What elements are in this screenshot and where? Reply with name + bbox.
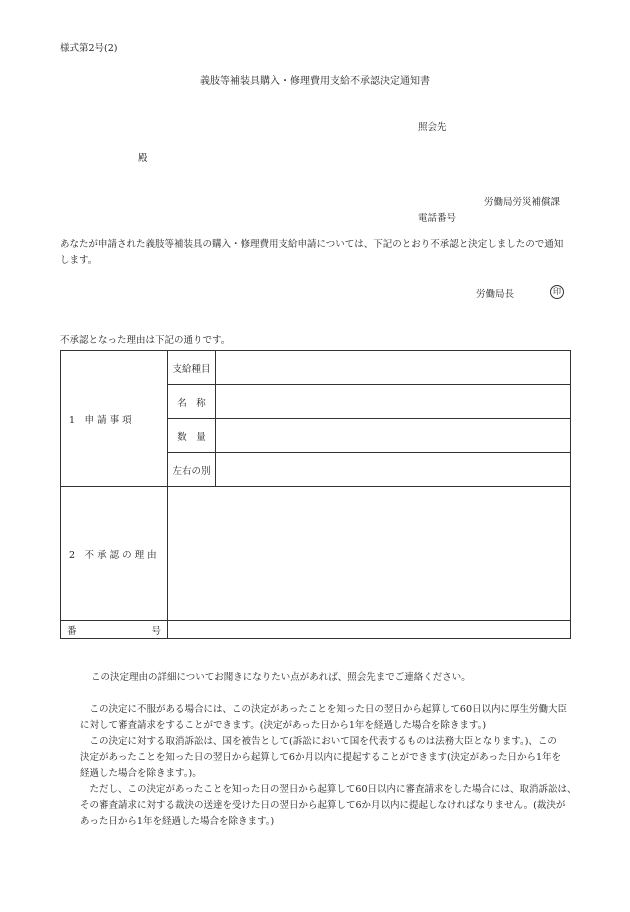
note-line: 決定があったことを知った日の翌日から起算して6か月以内に提起することができます(決定があった日から1年を bbox=[80, 752, 562, 763]
row-label-name: 名 称 bbox=[168, 385, 216, 419]
note-lawsuit bbox=[80, 734, 580, 782]
department-name: 労働局労災補償課 bbox=[484, 197, 561, 208]
note-line: に対して審査請求をすることができます。(決定があった日から1年を経過した場合を除きます。) bbox=[80, 720, 487, 731]
section2-value[interactable] bbox=[168, 487, 571, 621]
row-label-quantity: 数 量 bbox=[168, 419, 216, 453]
number-label-right: 号 bbox=[151, 625, 161, 637]
document-title: 義肢等補装具購入・修理費用支給不承認決定通知書 bbox=[200, 76, 430, 87]
row-value-name[interactable] bbox=[216, 385, 571, 419]
number-value[interactable] bbox=[168, 621, 571, 639]
section2-label: 2 不 承 認 の 理 由 bbox=[61, 487, 168, 621]
note-proviso bbox=[80, 782, 580, 830]
phone-label: 電話番号 bbox=[418, 213, 457, 224]
section1-label: 1 申 請 事 項 bbox=[61, 351, 168, 487]
official-seal bbox=[550, 285, 564, 299]
note-inquiry bbox=[91, 670, 591, 686]
note-line: この決定に対する取消訴訟は、国を被告として(訴訟において国を代表するものは法務大臣となります。)、この bbox=[80, 736, 557, 747]
reason-intro: 不承認となった理由は下記の通りです。 bbox=[60, 335, 231, 346]
seal-mark: 印 bbox=[550, 285, 564, 299]
note-line: この決定理由の詳細についてお聞きになりたい点があれば、照会先までご連絡ください。 bbox=[91, 672, 471, 683]
form-number: 様式第2号(2) bbox=[60, 43, 118, 54]
number-label-left: 番 bbox=[67, 625, 77, 637]
intro-line: あなたが申請された義肢等補装具の購入・修理費用支給申請については、下記のとおり不承認と決定しましたので通知 bbox=[60, 239, 564, 250]
note-line: 経過した場合を除きます。)。 bbox=[80, 768, 202, 779]
application-table bbox=[60, 350, 571, 639]
note-line: あった日から1年を経過した場合を除きます。) bbox=[80, 816, 275, 827]
note-appeal bbox=[80, 702, 580, 734]
intro-text bbox=[60, 237, 580, 269]
intro-line: します。 bbox=[60, 255, 98, 266]
addressee-suffix: 殿 bbox=[138, 153, 148, 164]
row-label-item-type: 支給種目 bbox=[168, 351, 216, 385]
note-line: その審査請求に対する裁決の送達を受けた日の翌日から起算して6か月以内に提起しなければなりません。(裁決が bbox=[80, 800, 566, 811]
row-value-item-type[interactable] bbox=[216, 351, 571, 385]
row-value-quantity[interactable] bbox=[216, 419, 571, 453]
note-line: ただし、この決定があったことを知った日の翌日から起算して60日以内に審査請求をした場合には、取消訴訟は、 bbox=[80, 784, 577, 795]
row-value-side[interactable] bbox=[216, 453, 571, 487]
row-label-side: 左右の別 bbox=[168, 453, 216, 487]
inquiry-label: 照会先 bbox=[418, 122, 447, 133]
number-label bbox=[61, 621, 168, 639]
note-line: この決定に不服がある場合には、この決定があったことを知った日の翌日から起算して60日以内に厚生労働大臣 bbox=[80, 704, 567, 715]
signer-title: 労働局長 bbox=[476, 289, 515, 300]
